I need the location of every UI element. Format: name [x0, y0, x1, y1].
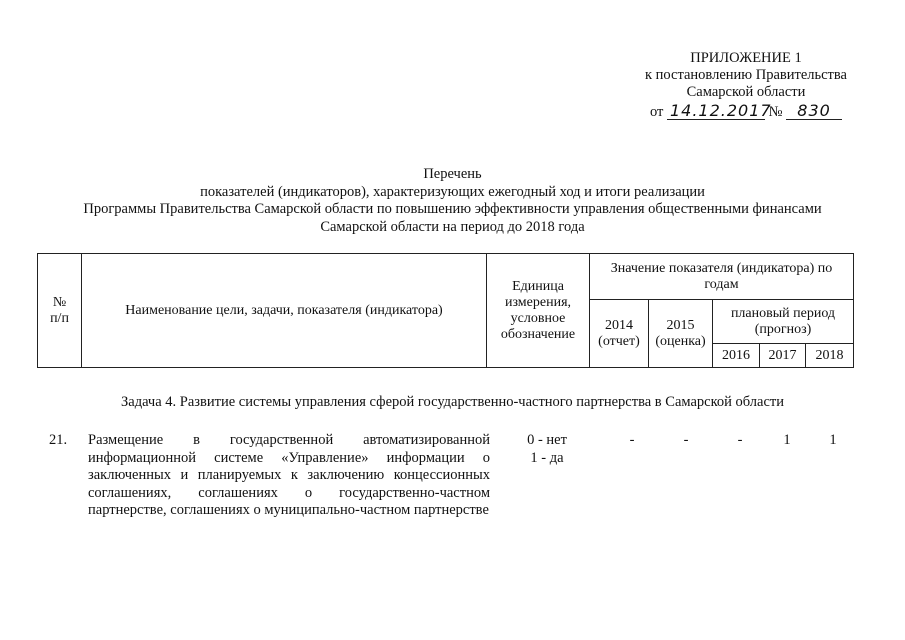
header-2014: 2014 (отчет)	[590, 300, 649, 368]
row-value-2017: 1	[783, 432, 791, 448]
appendix-resolution-line: к постановлению Правительства	[645, 67, 847, 83]
title-line-2: показателей (индикаторов), характеризующих ежегодный ход и итоги реализации	[200, 183, 705, 200]
header-plan-group: плановый период (прогноз)	[713, 300, 854, 344]
title-line-4: Самарской области на период до 2018 года	[320, 218, 585, 235]
document-title	[0, 166, 905, 236]
header-name: Наименование цели, задачи, показателя (индикатора)	[82, 254, 487, 368]
row-indicator-name: Размещение в государственной автоматизированной информационной системе «Управление» информации о заключенных и планируемых к заключению концессионных соглашениях, соглашениях о государственно-частном партнерстве, соглашениях о муниципально-частном партнерстве	[88, 432, 490, 518]
header-2017: 2017	[760, 344, 806, 368]
row-unit-line-2: 1 - да	[530, 449, 564, 466]
header-num: № п/п	[38, 254, 82, 368]
handwritten-number: 830	[786, 103, 842, 120]
title-line-3: Программы Правительства Самарской области по повышению эффективности управления общественными финансами	[83, 201, 822, 217]
row-value-2018: 1	[829, 432, 837, 448]
number-prefix: №	[768, 104, 783, 120]
row-value-2015: -	[683, 432, 689, 448]
row-value-2016: -	[737, 432, 743, 448]
date-prefix: от	[649, 104, 664, 120]
appendix-heading: ПРИЛОЖЕНИЕ 1	[690, 50, 802, 66]
row-number: 21.	[49, 432, 68, 448]
handwritten-date: 14.12.2017	[667, 103, 765, 120]
appendix-block	[645, 50, 847, 121]
appendix-region-line: Самарской области	[686, 84, 806, 100]
indicators-table-header	[37, 253, 854, 368]
header-2015: 2015 (оценка)	[649, 300, 713, 368]
header-values-group: Значение показателя (индикатора) по годам	[590, 254, 854, 300]
row-unit	[507, 432, 587, 467]
header-2016: 2016	[713, 344, 760, 368]
row-value-2014: -	[629, 432, 635, 448]
task-heading: Задача 4. Развитие системы управления сферой государственно-частного партнерства в Самарской области	[121, 394, 784, 410]
header-2018: 2018	[806, 344, 854, 368]
header-unit: Единица измерения, условное обозначение	[487, 254, 590, 368]
row-unit-line-1: 0 - нет	[527, 432, 567, 448]
title-line-1: Перечень	[423, 166, 482, 182]
appendix-date-line	[645, 103, 847, 121]
